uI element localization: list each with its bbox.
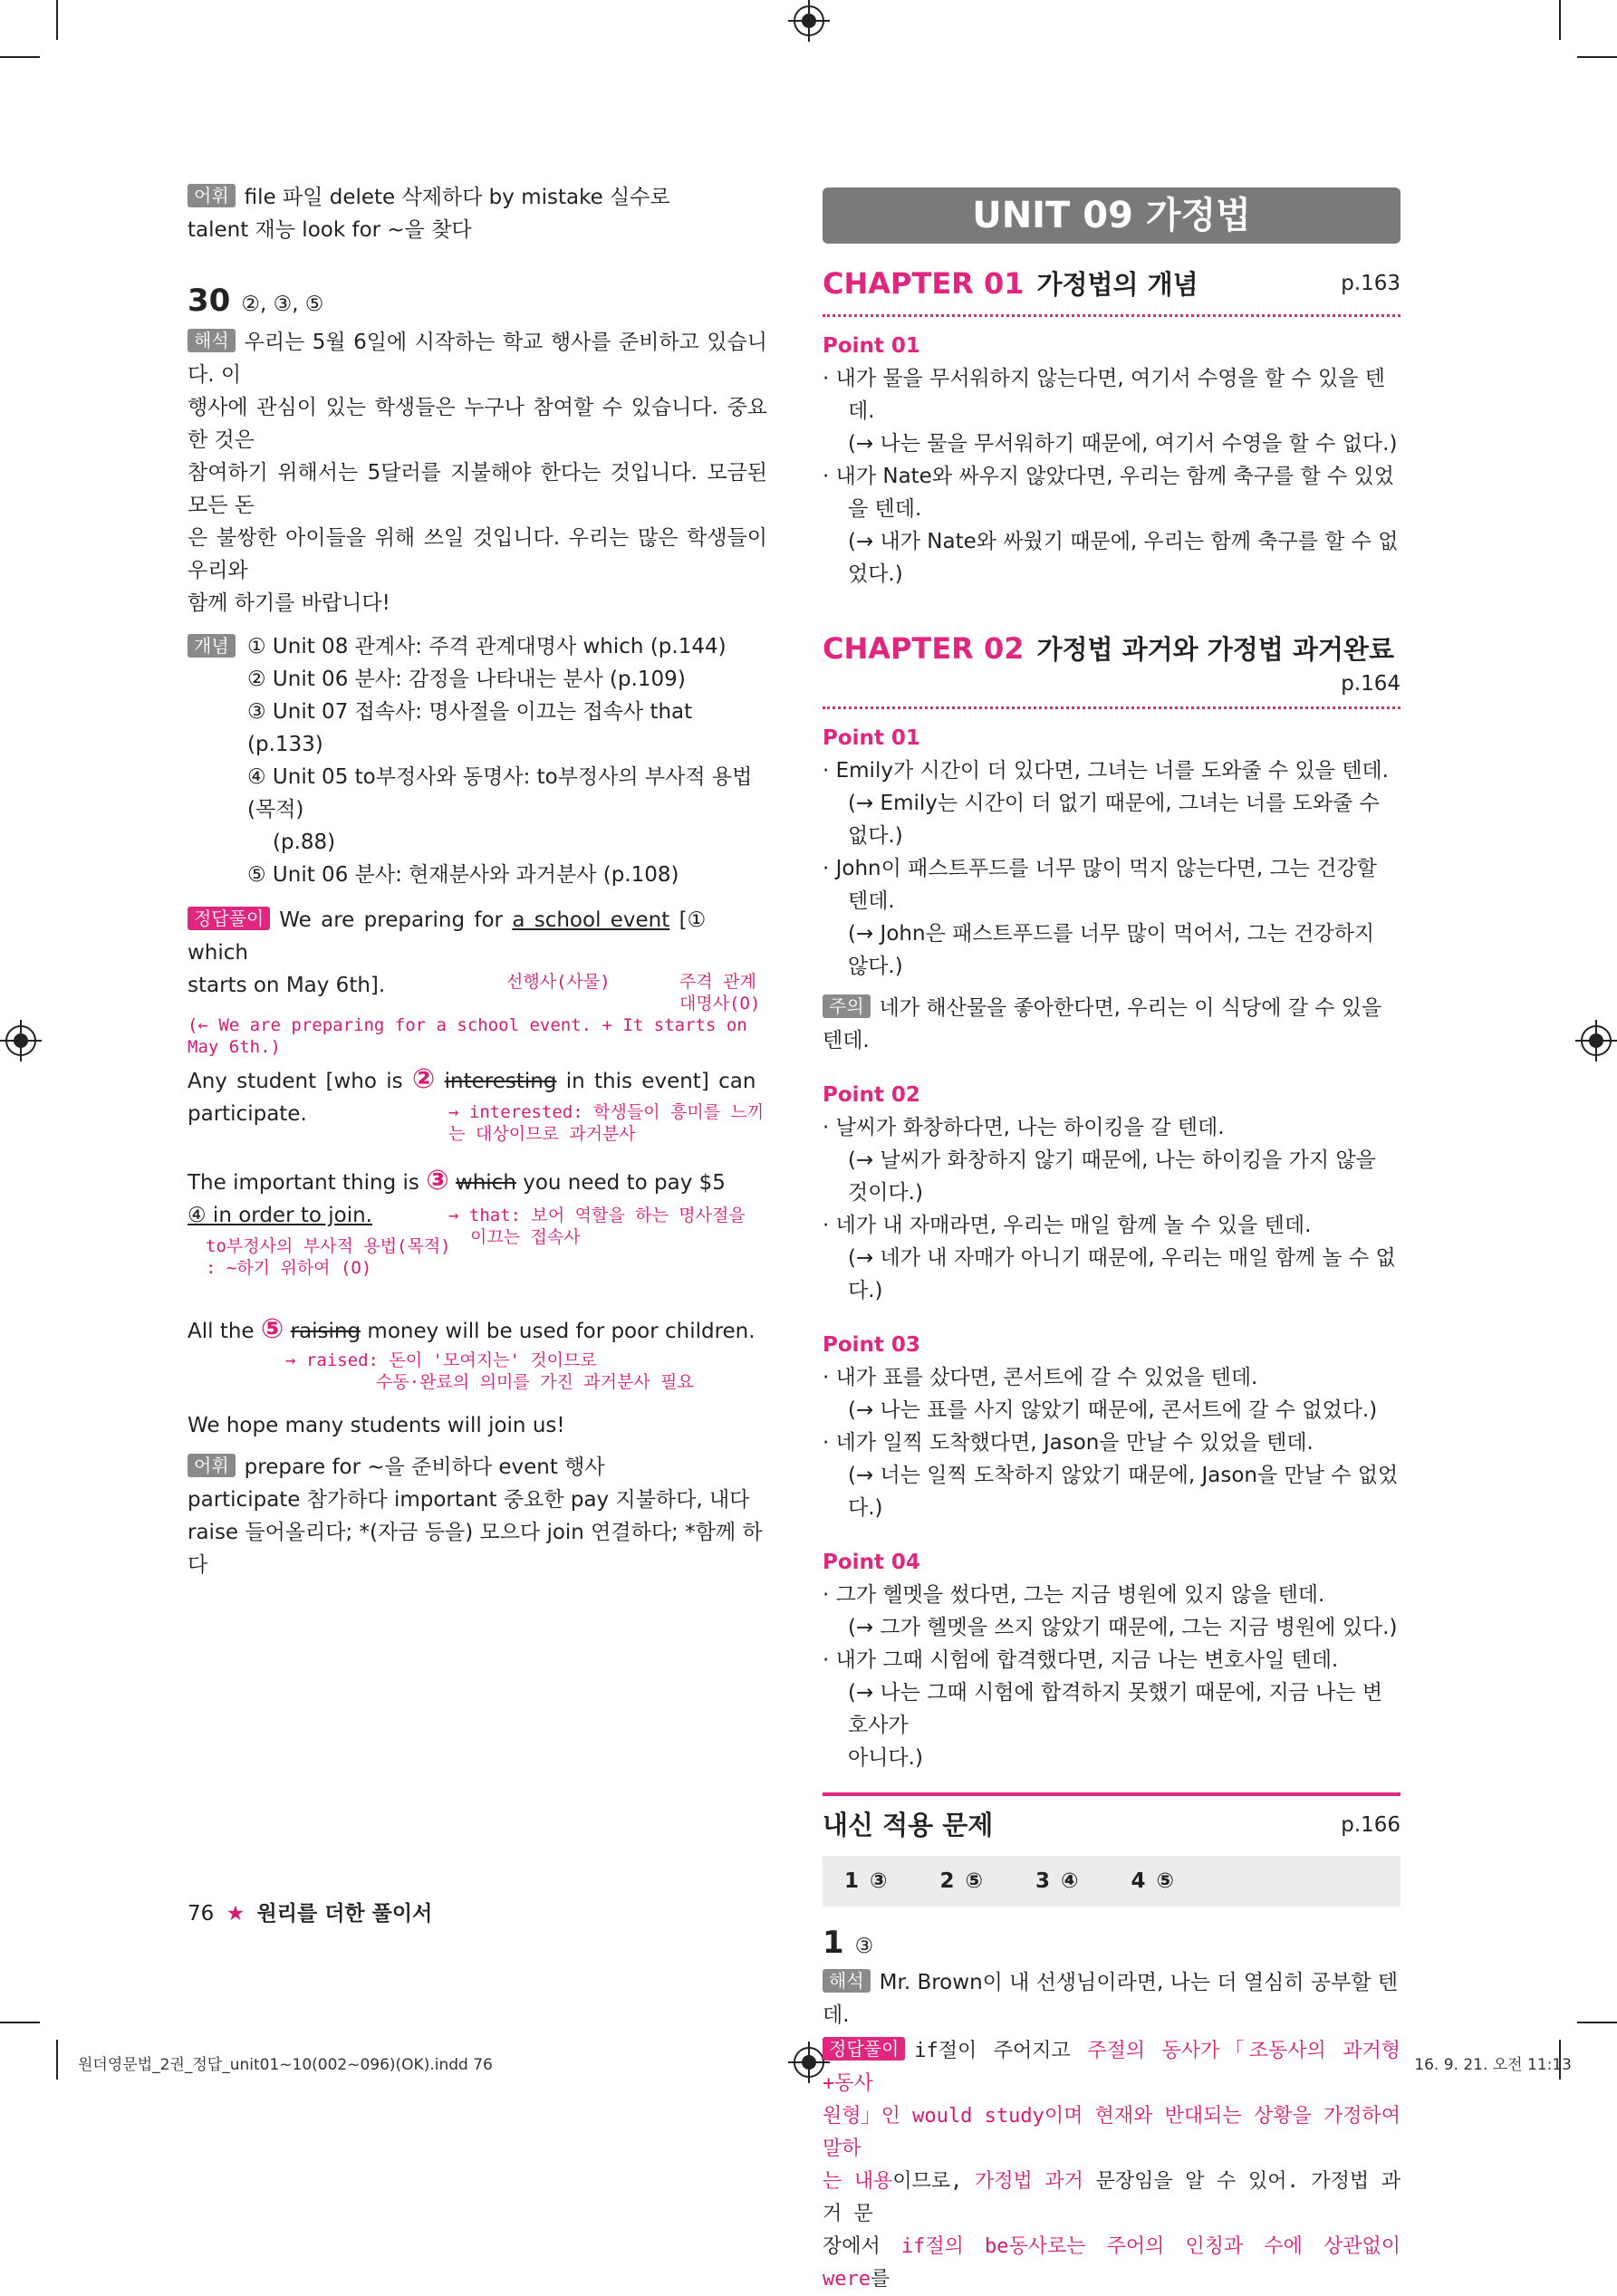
antecedent-text: a school event	[512, 908, 670, 932]
example-sentence: · 내가 물을 무서워하지 않는다면, 여기서 수영을 할 수 있을 텐데.	[823, 367, 1385, 423]
sentence-text: The important thing is	[188, 1171, 427, 1195]
exam-header	[823, 1805, 1400, 1845]
solution-text: if절이 주어지고	[914, 2040, 1088, 2062]
sentence-text: We hope many students will join us!	[188, 1414, 565, 1437]
check-mark-icon: ③	[426, 1165, 449, 1196]
example-explanation: (→ 네가 내 자매가 아니기 때문에, 우리는 매일 함께 놀 수 없다.)	[848, 1246, 1396, 1302]
crop-mark	[1577, 56, 1617, 58]
print-slug: 16. 9. 21. 오전 11:13	[1414, 2056, 1572, 2074]
chapter-header	[823, 629, 1400, 668]
translation-line: 우리는 5월 6일에 시작하는 학교 행사를 준비하고 있습니다. 이	[188, 331, 767, 387]
unit-banner: UNIT 09 가정법	[823, 187, 1400, 244]
example-explanation: (→ 나는 표를 사지 않았기 때문에, 콘서트에 갈 수 없었다.)	[848, 1398, 1378, 1422]
sentence-text: [① which	[188, 908, 707, 965]
page-reference: p.164	[1341, 672, 1400, 696]
example-sentence: · 네가 내 자매라면, 우리는 매일 함께 놀 수 있을 텐데.	[823, 1214, 1312, 1237]
vocab-line: file 파일 delete 삭제하다 by mistake 실수로	[244, 186, 670, 209]
concept-item: ④ Unit 05 to부정사와 동명사: to부정사의 부사적 용법(목적)	[247, 765, 753, 821]
point-heading: Point 04	[823, 1551, 920, 1574]
solution-text: 이므로,	[892, 2170, 976, 2193]
caution-tag: 주의	[823, 994, 871, 1018]
example-explanation: (→ 나는 물을 무서워하기 때문에, 여기서 수영을 할 수 없다.)	[848, 432, 1398, 456]
solution-text: 원형」인 would study이며 현재와 반대되는 상황을 가정하여 말하	[823, 2105, 1400, 2160]
solution-text: 가정법 과거	[975, 2170, 1083, 2193]
vocab-line: participate 참가하다 important 중요한 pay 지불하다, 내다	[188, 1488, 750, 1512]
crop-mark	[1559, 0, 1561, 40]
translation-line: 참여하기 위해서는 5달러를 지불해야 한다는 것입니다. 모금된 모든 돈	[188, 461, 767, 517]
error-word: raising	[290, 1320, 361, 1343]
example-sentence: · 네가 일찍 도착했다면, Jason을 만날 수 있었을 텐데.	[823, 1431, 1314, 1455]
concept-tag: 개념	[188, 634, 236, 658]
sentence-text: money will be used for poor children.	[361, 1320, 756, 1343]
example-explanation: (→ 날씨가 화창하지 않기 때문에, 나는 하이킹을 가지 않을 것이다.)	[848, 1148, 1376, 1205]
solution-text: 문장임을 알 수 있어. 가정법 과거 문	[823, 2170, 1400, 2225]
left-column	[188, 181, 767, 1581]
handwritten-note: → interested: 학생들이 흥미를 느끼는	[448, 1102, 765, 1144]
question-number: 1	[823, 1925, 844, 1961]
translation-block	[188, 326, 767, 620]
point-heading: Point 01	[823, 726, 920, 750]
concept-item: ② Unit 06 분사: 감정을 나타내는 분사 (p.109)	[247, 668, 686, 691]
example-sentence: · Emily가 시간이 더 있다면, 그녀는 너를 도와줄 수 있을 텐데.	[823, 759, 1389, 783]
sentence-text: starts on May 6th].	[188, 974, 386, 997]
point-heading: Point 03	[823, 1333, 920, 1357]
question-number: 30	[188, 283, 231, 319]
page-footer	[188, 1897, 432, 1926]
print-slug: 원더영문법_2권_정답_unit01~10(002~096)(OK).indd 76	[78, 2056, 493, 2074]
answer-key-item: 2 ⑤	[939, 1869, 983, 1893]
concept-item: ③ Unit 07 접속사: 명사절을 이끄는 접속사 that (p.133)	[247, 700, 693, 756]
handwritten-note: 선행사(사물)	[506, 972, 611, 992]
point-heading: Point 01	[823, 334, 920, 358]
vocab-line: prepare for ~을 준비하다 event 행사	[244, 1455, 605, 1479]
sentence-text: Any student [who is	[188, 1070, 412, 1093]
registration-mark-icon	[794, 2047, 824, 2078]
handwritten-note: 대상이므로 과거분사	[476, 1124, 636, 1144]
crop-mark	[1577, 2022, 1617, 2023]
check-mark-icon: ⑤	[260, 1313, 284, 1345]
crop-mark	[0, 2022, 40, 2023]
concept-item: (p.88)	[273, 831, 336, 854]
answer-key-box	[823, 1856, 1400, 1907]
solution-text: 장에서	[823, 2235, 901, 2258]
solution-text: if절의 be동사로는 주어의 인칭과 수에 상관없이 were	[823, 2235, 1400, 2291]
crop-mark	[56, 2040, 58, 2080]
handwritten-note: : ~하기 위하여 (O)	[206, 1258, 372, 1278]
vocab-tag: 어휘	[188, 1454, 236, 1477]
concept-item: ⑤ Unit 06 분사: 현재분사와 과거분사 (p.108)	[247, 863, 679, 887]
handwritten-note: 이끄는 접속사	[470, 1227, 581, 1247]
answer-key-item: 1 ③	[844, 1869, 888, 1893]
page-number: 76	[188, 1902, 215, 1926]
example-sentence: · 그가 헬멧을 썼다면, 그는 지금 병원에 있지 않을 텐데.	[823, 1583, 1325, 1607]
sentence-text: We are preparing for	[279, 908, 513, 932]
solution-tag: 정답풀이	[188, 907, 270, 930]
solution-tag: 정답풀이	[823, 2037, 905, 2061]
point-heading: Point 02	[823, 1083, 920, 1107]
translation-tag: 해석	[188, 329, 236, 352]
concept-item: ① Unit 08 관계사: 주격 관계대명사 which (p.144)	[247, 635, 727, 658]
translation-line: 함께 하기를 바랍니다!	[188, 591, 390, 615]
vocab-block	[188, 181, 767, 214]
solution-text: 주절의 동사가「조동사의 과거형+동사	[823, 2040, 1400, 2095]
solution-text: 는 내용	[823, 2170, 893, 2193]
crop-mark	[0, 56, 40, 58]
question-header	[188, 284, 767, 321]
handwritten-note: → that: 보어 역할을 하는 명사절을	[448, 1206, 746, 1225]
solution-block	[188, 904, 767, 1442]
sentence-text: participate.	[188, 1102, 307, 1126]
example-sentence: · 내가 Nate와 싸우지 않았다면, 우리는 함께 축구를 할 수 있었을 텐데.	[823, 465, 1394, 521]
handwritten-note: 대명사(O)	[679, 994, 761, 1014]
example-explanation: (→ 내가 Nate와 싸웠기 때문에, 우리는 함께 축구를 할 수 없었다.)	[848, 530, 1399, 586]
chapter-title: 가정법 과거와 가정법 과거완료	[1036, 634, 1394, 665]
sentence-text: ④ in order to join.	[188, 1204, 372, 1227]
solution-text: 를	[870, 2268, 890, 2291]
example-explanation: (→ 나는 그때 시험에 합격하지 못했기 때문에, 지금 나는 변호사가	[848, 1681, 1383, 1737]
example-sentence: · 내가 그때 시험에 합격했다면, 지금 나는 변호사일 텐데.	[823, 1648, 1339, 1672]
handwritten-note: to부정사의 부사적 용법(목적)	[206, 1236, 451, 1256]
translation-tag: 해석	[823, 1969, 871, 1993]
concept-block	[188, 630, 767, 891]
exam-title: 내신 적용 문제	[823, 1810, 994, 1840]
example-explanation: (→ John은 패스트푸드를 너무 많이 먹어서, 그는 건강하지 않다.)	[848, 922, 1375, 978]
registration-mark-icon	[1581, 1025, 1612, 1056]
handwritten-note: (← We are preparing for a school event. + It starts on May 6th.)	[188, 1015, 747, 1057]
example-sentence: · 날씨가 화창하다면, 나는 하이킹을 갈 텐데.	[823, 1116, 1225, 1139]
chapter-label: CHAPTER 01	[823, 266, 1025, 301]
sentence-text: in this event] can	[556, 1070, 756, 1093]
question-answer: ③	[854, 1935, 874, 1958]
chapter-label: CHAPTER 02	[823, 631, 1025, 666]
question-header	[823, 1926, 1400, 1963]
handwritten-note: → raised: 돈이 '모여지는' 것이므로	[285, 1350, 597, 1370]
question-answer: ②, ③, ⑤	[241, 293, 324, 316]
translation-block	[823, 1966, 1400, 2032]
example-explanation: (→ Emily는 시간이 더 없기 때문에, 그녀는 너를 도와줄 수 없다.)	[848, 792, 1380, 848]
translation-line: 행사에 관심이 있는 학생들은 누구나 참여할 수 있습니다. 중요한 것은	[188, 396, 767, 452]
example-explanation: (→ 너는 일찍 도착하지 않았기 때문에, Jason을 만날 수 없었다.)	[848, 1464, 1399, 1520]
example-sentence: · John이 패스트푸드를 너무 많이 먹지 않는다면, 그는 건강할 텐데.	[823, 857, 1377, 913]
star-icon: ★	[226, 1902, 245, 1926]
right-column	[823, 187, 1400, 2296]
caution-note	[823, 992, 1400, 1057]
sentence-text: you need to pay $5	[515, 1171, 726, 1195]
example-explanation: 아니다.)	[848, 1746, 923, 1770]
registration-mark-icon	[794, 5, 824, 36]
vocab-line: raise 들어올리다; *(자금 등을) 모으다 join 연결하다; *함께 하다	[188, 1521, 763, 1577]
check-mark-icon: ②	[411, 1063, 436, 1095]
answer-key-item: 4 ⑤	[1131, 1869, 1174, 1893]
translation-line: 은 불쌍한 아이들을 위해 쓰일 것입니다. 우리는 많은 학생들이 우리와	[188, 526, 767, 582]
example-explanation: (→ 그가 헬멧을 쓰지 않았기 때문에, 그는 지금 병원에 있다.)	[848, 1616, 1398, 1639]
error-word: interesting	[444, 1070, 557, 1093]
example-sentence: · 내가 표를 샀다면, 콘서트에 갈 수 있었을 텐데.	[823, 1366, 1258, 1389]
error-word: which	[455, 1171, 516, 1195]
vocab-block	[188, 1451, 767, 1581]
solution-block	[823, 2035, 1400, 2296]
vocab-tag: 어휘	[188, 184, 236, 207]
page-reference: p.163	[1341, 272, 1400, 295]
vocab-line: talent 재능 look for ~을 찾다	[188, 218, 472, 242]
handwritten-note: 수동·완료의 의미를 가진 과거분사 필요	[376, 1372, 694, 1392]
translation-line: Mr. Brown이 내 선생님이라면, 나는 더 열심히 공부할 텐데.	[823, 1971, 1399, 2027]
handwritten-note: 주격 관계	[679, 972, 756, 992]
answer-key-item: 3 ④	[1035, 1869, 1079, 1893]
sentence-text: All the	[188, 1320, 261, 1343]
caution-text: 네가 해산물을 좋아한다면, 우리는 이 식당에 갈 수 있을 텐데.	[823, 996, 1382, 1052]
registration-mark-icon	[5, 1025, 36, 1056]
page-reference: p.166	[1341, 1813, 1400, 1837]
chapter-header	[823, 264, 1400, 303]
crop-mark	[56, 0, 58, 40]
chapter-title: 가정법의 개념	[1036, 269, 1198, 300]
book-title: 원리를 더한 풀이서	[256, 1902, 433, 1926]
